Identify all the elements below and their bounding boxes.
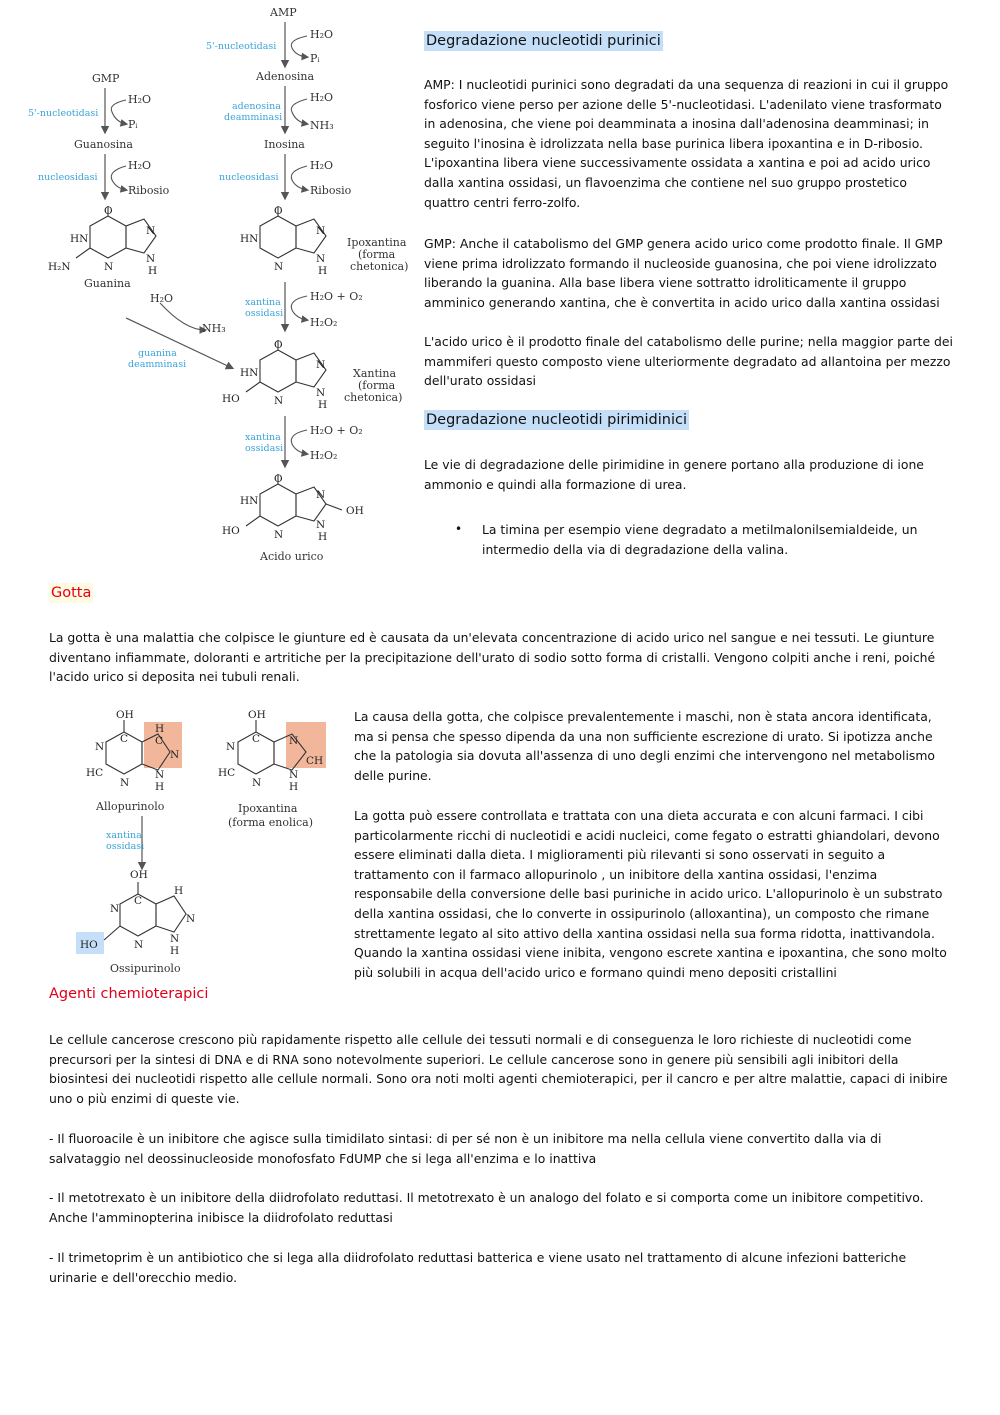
ipoxantina-h: H <box>318 265 328 277</box>
ipoxantina-name: Ipoxantina <box>347 236 407 249</box>
xantina-name: Xantina <box>353 367 397 380</box>
chemo-title: Agenti chemioterapici <box>49 986 209 1002</box>
ipoxantina-hc: HC <box>218 767 236 779</box>
ossipurinolo-c: C <box>134 895 143 907</box>
pi-label: Pᵢ <box>310 52 320 65</box>
pi-label: Pᵢ <box>128 118 138 131</box>
xantina-n: N <box>316 359 326 371</box>
allopurinol-n: N <box>120 777 130 789</box>
nh3-label: NH₃ <box>310 119 334 132</box>
allopurinol-h: H <box>155 723 165 735</box>
xantina-form: (forma <box>358 379 396 392</box>
enzyme-nucleosidasi: nucleosidasi <box>219 172 279 183</box>
allopurinol-n: N <box>155 769 165 781</box>
acido-urico-n: N <box>316 519 326 531</box>
enzyme-5nucleotidasi: 5'-nucleotidasi <box>206 41 277 52</box>
ipoxantina-n: N <box>316 253 326 265</box>
acido-urico-structure <box>246 474 342 526</box>
guanina-structure <box>76 206 156 258</box>
guanina-n: N <box>146 253 156 265</box>
ossipurinolo-n: N <box>170 933 180 945</box>
chemo-trimetoprim: - Il trimetoprim è un antibiotico che si lega alla diidrofolato reduttasi batterica e viene usato nel trattamento di alcune infezioni batteriche urinarie e dell'orecchio medio. <box>49 1250 907 1285</box>
ribosio-label: Ribosio <box>128 184 170 197</box>
h2o-label: H₂O <box>128 159 152 172</box>
acido-urico-n: N <box>316 489 326 501</box>
gmp-label: GMP <box>92 72 120 85</box>
guanina-o: O <box>104 205 113 217</box>
ipoxantina-form: chetonica) <box>350 260 409 273</box>
acido-urico-label: Acido urico <box>260 550 324 563</box>
guanina-label: Guanina <box>84 277 131 290</box>
ossipurinolo-ho: HO <box>80 939 98 951</box>
enzyme-adenosina: adenosina <box>232 101 281 112</box>
allopurinol-c: C <box>155 735 164 747</box>
bullet-dot: • <box>455 522 463 536</box>
ipoxantina-form: (forma <box>358 248 396 261</box>
pyrimidine-bullet: La timina per esempio viene degradato a metilmalonilsemialdeide, un intermedio della via di degradazione della valina. <box>482 522 918 557</box>
ossipurinolo-n: N <box>110 903 120 915</box>
allopurinol-oh: OH <box>116 709 134 721</box>
allopurinol-hc: HC <box>86 767 104 779</box>
ipoxantina-n: N <box>289 769 299 781</box>
pyrimidine-paragraph: Le vie di degradazione delle pirimidine in genere portano alla produzione di ione ammonio e quindi alla formazione di urea. <box>424 457 924 492</box>
adenosina-label: Adenosina <box>256 70 315 83</box>
xantina-form: chetonica) <box>344 391 403 404</box>
gout-paragraph-3: La gotta può essere controllata e trattata con una dieta accurata e con alcuni farmaci. I cibi particolarmente ricchi di nucleotidi e acidi nucleici, come fegato o estratti ghiandolari, devono essere eliminati dalla dieta. I miglioramenti più rilevanti si sono osservati in seguito a trattamento con il farmaco allopurinolo , un inibitore della xantina ossidasi, l'enzima responsabile della conversione delle basi puriniche in acido urico. L'allopurinolo è un substrato della xantina ossidasi, che lo converte in ossipurinolo (alloxantina), un composto che rimane strettamente legato al sito attivo della xantina ossidasi nella sua forma ridotta, inattivandola. Quando la xantina ossidasi viene inibita, vengono escrete xantina e ipoxantina, che sono molto più solubili in acqua dell'acido urico e formano quindi meno depositi cristallini <box>354 808 947 980</box>
enzyme-ossidasi: ossidasi <box>245 308 284 319</box>
h2o-label: H₂O <box>310 28 334 41</box>
ipoxantina-o: O <box>274 205 283 217</box>
h2o2-label: H₂O₂ <box>310 316 338 329</box>
allopurinol-figure <box>70 700 350 980</box>
h2o-label: H₂O <box>150 292 174 305</box>
acido-urico-ho: HO <box>222 525 240 537</box>
ipoxantina-ch: CH <box>306 755 324 767</box>
enzyme-guanina: guanina <box>138 348 177 359</box>
allopurinol-c: C <box>120 733 129 745</box>
amp-label: AMP <box>270 6 297 19</box>
chemo-fluoroacile: - Il fluoroacile è un inibitore che agisce sulla timidilato sintasi: di per sé non è un inibitore ma nella cellula viene convertito dalla via di salvataggio nel deossinucleoside monofosfato FdUMP che si lega all'enzima e lo inattiva <box>49 1131 882 1166</box>
ipoxantina-hn: HN <box>240 233 259 245</box>
ipoxantina-oh: OH <box>248 709 266 721</box>
ipoxantina-n: N <box>274 261 284 273</box>
uric-acid-paragraph: L'acido urico è il prodotto finale del catabolismo delle purine; nella maggior parte dei mammiferi questo composto viene ulteriormente degradato ad allantoina per mezzo dell'urato ossidasi <box>424 334 953 389</box>
enzyme-xantina: xantina <box>245 432 281 443</box>
acido-urico-n: N <box>274 529 284 541</box>
ipoxantina-h: H <box>289 781 299 793</box>
enzyme-ossidasi: ossidasi <box>245 443 284 454</box>
allopurinol-h: H <box>155 781 165 793</box>
acido-urico-o: O <box>274 473 283 485</box>
enzyme-nucleosidasi: nucleosidasi <box>38 172 98 183</box>
guanina-n: N <box>104 261 114 273</box>
h2o-o2-label: H₂O + O₂ <box>310 424 363 437</box>
enzyme-ossidasi: ossidasi <box>106 841 145 852</box>
ossipurinolo-n: N <box>186 913 196 925</box>
ipoxantina-form: (forma enolica) <box>228 816 313 829</box>
allopurinol-n: N <box>170 749 180 761</box>
ipoxantina-n: N <box>252 777 262 789</box>
pyrimidine-degradation-title: Degradazione nucleotidi pirimidinici <box>426 412 688 428</box>
enzyme-deamminasi: deamminasi <box>128 359 187 370</box>
enzyme-deamminasi: deamminasi <box>224 112 283 123</box>
purine-amp-paragraph: AMP: I nucleotidi purinici sono degradati da una sequenza di reazioni in cui il gruppo fosforico viene perso per azione delle 5'-nucleotidasi. L'adenilato viene trasformato in adenosina, che viene poi deamminata a inosina dall'adenosina deamminasi; in seguito l'inosina è idrolizzata nella base purinica libera ipoxantina e in D-ribosio. L'ipoxantina libera viene successivamente ossidata a xantina e poi ad acido urico dalla xantina ossidasi, un flavoenzima che contiene nel suo gruppo prostetico quattro centri ferro-zolfo. <box>424 77 949 210</box>
purine-degradation-title: Degradazione nucleotidi purinici <box>426 33 661 49</box>
ossipurinolo-h: H <box>170 945 180 957</box>
xantina-n: N <box>274 395 284 407</box>
nh3-label: NH₃ <box>202 322 226 335</box>
purine-degradation-figure <box>20 0 415 570</box>
ipoxantina-n: N <box>289 735 299 747</box>
h2o-label: H₂O <box>128 93 152 106</box>
ossipurinolo-oh: OH <box>130 869 148 881</box>
gout-paragraph-1: La gotta è una malattia che colpisce le giunture ed è causata da un'elevata concentrazione di acido urico nel sangue e nei tessuti. Le giunture diventano infiammate, doloranti e artritiche per la precipitazione dell'urato di sodio sotto forma di cristalli. Vengono colpiti anche i reni, poiché l'acido urico si deposita nei tubuli renali. <box>49 630 936 685</box>
ribosio-label: Ribosio <box>310 184 352 197</box>
xantina-h: H <box>318 399 328 411</box>
ipoxantina-n: N <box>226 741 236 753</box>
enzyme-xantina: xantina <box>106 830 142 841</box>
acido-urico-h: H <box>318 531 328 543</box>
xantina-hn: HN <box>240 367 259 379</box>
guanina-h: H <box>148 265 158 277</box>
xantina-structure <box>246 340 326 392</box>
acido-urico-oh: OH <box>346 505 364 517</box>
guanina-h2n: H₂N <box>48 261 71 273</box>
chemo-metotrexato: - Il metotrexato è un inibitore della diidrofolato reduttasi. Il metotrexato è un analogo del folato e si comporta come un inibitore competitivo. Anche l'amminopterina inibisce la diidrofolato reduttasi <box>49 1190 924 1225</box>
h2o2-label: H₂O₂ <box>310 449 338 462</box>
h2o-label: H₂O <box>310 91 334 104</box>
acido-urico-hn: HN <box>240 495 259 507</box>
h2o-o2-label: H₂O + O₂ <box>310 290 363 303</box>
purine-gmp-paragraph: GMP: Anche il catabolismo del GMP genera acido urico come prodotto finale. Il GMP viene prima idrolizzato formando il nucleoside guanosina, che poi viene idrolizzato liberando la guanina. Alla base libera viene sottratto idroliticamente il gruppo amminico generando xantina, che è convertita in acido urico dalla xantina ossidasi <box>424 236 943 310</box>
enzyme-xantina: xantina <box>245 297 281 308</box>
ipoxantina-n: N <box>316 225 326 237</box>
ossipurinolo-label: Ossipurinolo <box>110 962 181 975</box>
gout-paragraph-2: La causa della gotta, che colpisce prevalentemente i maschi, non è stata ancora identificata, ma si pensa che spesso dipenda da una non sufficiente escrezione di urato. Si ipotizza anche che la patologia sia dovuta all'assenza di uno degli enzimi che intervengono nel metabolismo delle purine. <box>354 709 935 783</box>
guanosina-label: Guanosina <box>74 138 133 151</box>
xantina-ho: HO <box>222 393 240 405</box>
ossipurinolo-h: H <box>174 885 184 897</box>
allopurinol-label: Allopurinolo <box>96 800 165 813</box>
ipoxantina-name: Ipoxantina <box>238 802 298 815</box>
gout-title: Gotta <box>51 585 92 601</box>
chemo-paragraph-1: Le cellule cancerose crescono più rapidamente rispetto alle cellule dei tessuti normali e di conseguenza le loro richieste di nucleotidi come precursori per la sintesi di DNA e di RNA sono notevolmente superiori. Le cellule cancerose sono in genere più sensibili agli inibitori della biosintesi dei nucleotidi rispetto alle cellule normali. Sono ora noti molti agenti chemioterapici, per il cancro e per altre malattie, capaci di inibire uno o più enzimi di queste vie. <box>49 1032 948 1106</box>
ossipurinolo-n: N <box>134 939 144 951</box>
guanina-n: N <box>146 225 156 237</box>
allopurinol-n: N <box>95 741 105 753</box>
h2o-label: H₂O <box>310 159 334 172</box>
xantina-o: O <box>274 339 283 351</box>
xantina-n: N <box>316 387 326 399</box>
enzyme-5nucleotidasi: 5'-nucleotidasi <box>28 108 99 119</box>
guanina-hn: HN <box>70 233 89 245</box>
ipoxantina-c: C <box>252 733 261 745</box>
inosina-label: Inosina <box>264 138 305 151</box>
